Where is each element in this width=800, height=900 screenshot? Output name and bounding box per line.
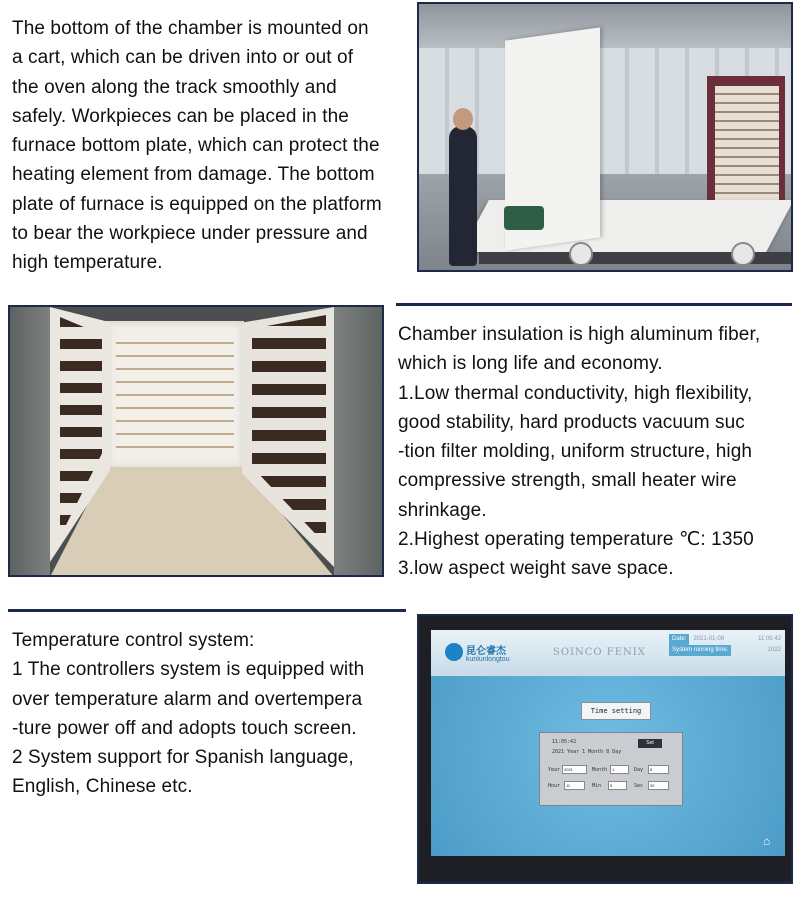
time-setting-dialog: 11:05:42 2021 Year 1 Month 8 Day Set Year 2021 Month 1 Day 8 Hour 11 Min 5 Sec 30 [539, 732, 683, 806]
logo-icon [445, 643, 463, 661]
cart-description: The bottom of the chamber is mounted on a cart, which can be driven into or out of the oven along the track smoothly and safely. Workpieces can be placed in the furnace bottom plate, which can protect the heating element from damage. The bottom plate of furnace is equipped on the platform to bear the workpiece under pressure and high temperature. [12, 18, 382, 274]
month-field[interactable]: 1 [610, 765, 629, 774]
status-info: Date: 2021-01-08 11:05:42 System running time: 1022 [669, 634, 781, 656]
touch-screen-photo [417, 614, 793, 884]
brand-name: SOINCO FENIX [553, 647, 646, 658]
chamber-photo [8, 305, 384, 577]
logo-chinese: 昆仑睿杰 [466, 646, 506, 657]
hour-field[interactable]: 11 [564, 781, 585, 790]
year-field[interactable]: 2021 [562, 765, 587, 774]
minute-field[interactable]: 5 [608, 781, 627, 790]
logo-english: kunlunlongtou [466, 656, 510, 663]
insulation-description: Chamber insulation is high aluminum fiber, which is long life and economy. 1.Low thermal conductivity, high flexibility, good stability, hard products vacuum suc -tion filter molding, uniform structure, high compressive strength, small heater wire shrinkage. 2.Highest operating temperature ℃: 1350 3.low aspect weight save space. [398, 324, 761, 580]
hmi-header [431, 630, 785, 676]
section-divider [8, 609, 406, 612]
day-field[interactable]: 8 [648, 765, 669, 774]
home-icon[interactable]: ⌂ [763, 834, 771, 848]
hmi-screen [431, 630, 785, 856]
time-setting-button[interactable]: Time setting [581, 702, 651, 720]
control-system-description: Temperature control system: 1 The controllers system is equipped with over temperature alarm and overtempera -ture power off and adopts touch screen. 2 System support for Spanish language, English, Chinese etc. [12, 630, 365, 798]
section-divider [396, 303, 792, 306]
cart-photo [417, 2, 793, 272]
set-button[interactable]: Set [638, 739, 662, 748]
second-field[interactable]: 30 [648, 781, 669, 790]
